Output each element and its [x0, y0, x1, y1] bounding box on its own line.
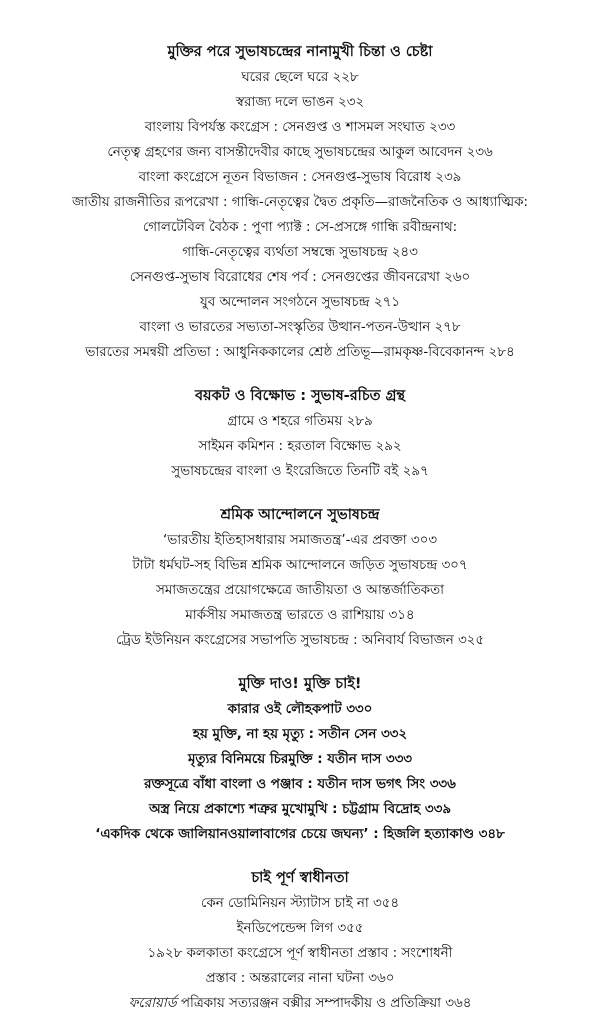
- contents-entry: ইনডিপেন্ডেন্স লিগ ৩৫৫: [236, 921, 364, 936]
- contents-entry: রক্তসূত্রে বাঁধা বাংলা ও পঞ্জাব : যতীন দাস ভগৎ সিং ৩৩৬: [144, 777, 456, 792]
- section-heading: মুক্তির পরে সুভাষচন্দ্রের নানামুখী চিন্তা ও চেষ্টা: [167, 44, 433, 60]
- contents-entry: ট্রেড ইউনিয়ন কংগ্রেসের সভাপতি সুভাষচন্দ্র : অনিবার্য বিভাজন ৩২৫: [115, 633, 485, 648]
- contents-entry: ১৯২৮ কলকাতা কংগ্রেসে পূর্ণ স্বাধীনতা প্রস্তাব : সংশোধনী: [147, 946, 453, 961]
- contents-entry: যুব অন্দোলন সংগঠনে সুভাষচন্দ্র ২৭১: [200, 295, 400, 310]
- contents-entry: সুভাষচন্দ্রের বাংলা ও ইংরেজিতে তিনটি বই ২৯৭: [171, 464, 429, 479]
- contents-entry: ‘একদিক থেকে জালিয়ানওয়ালাবাগের চেয়ে জঘন্য’ : হিজলি হত্যাকাণ্ড ৩৪৮: [95, 827, 505, 842]
- contents-entry: সমাজতন্ত্রের প্রয়োগক্ষেত্রে জাতীয়তা ও আন্তর্জাতিকতা: [156, 583, 444, 598]
- contents-entry: নেতৃত্ব গ্রহণের জন্য বাসন্তীদেবীর কাছে সুভাষচন্দ্রের আকুল আবেদন ২৩৬: [107, 145, 493, 160]
- contents-entry: বাংলা ও ভারতের সভ্যতা-সংস্কৃতির উত্থান-পতন-উত্থান ২৭৮: [139, 320, 461, 335]
- contents-entry-forward: [0, 991, 600, 1016]
- contents-entry: হয় মুক্তি, না হয় মৃত্যু : সতীন সেন ৩৩২: [192, 727, 408, 742]
- contents-entry: সাইমন কমিশন : হরতাল বিক্ষোভ ২৯২: [198, 439, 402, 454]
- contents-entry: বাংলা কংগ্রেসে নূতন বিভাজন : সেনগুপ্ত-সুভাষ বিরোধ ২৩৯: [138, 170, 462, 185]
- contents-entry: ‘ভারতীয় ইতিহাসধারায় সমাজতন্ত্র’-এর প্রবক্তা ৩০৩: [163, 533, 437, 548]
- contents-entry: গোলটেবিল বৈঠক : পুণা প্যাক্ট : সে-প্রসঙ্গে গান্ধি রবীন্দ্রনাথ:: [142, 220, 458, 235]
- contents-entry: স্বরাজ্য দলে ভাঙন ২৩২: [235, 95, 365, 110]
- contents-entry: বাংলায় বিপর্যস্ত কংগ্রেস : সেনগুপ্ত ও শাসমল সংঘাত ২৩৩: [144, 120, 456, 135]
- contents-entry: কারার ওই লৌহকপাট ৩৩০: [227, 702, 373, 717]
- section-labour: [0, 503, 600, 653]
- contents-entry: কেন ডোমিনিয়ন স্ট্যাটাস চাই না ৩৫৪: [200, 896, 400, 911]
- contents-entry: জাতীয় রাজনীতির রূপরেখা : গান্ধি-নেতৃত্বের দ্বৈত প্রকৃতি—রাজনৈতিক ও আধ্যাত্মিক:: [72, 195, 528, 210]
- contents-entry: গান্ধি-নেতৃত্বের ব্যর্থতা সম্বন্ধে সুভাষচন্দ্র ২৪৩: [182, 245, 418, 260]
- contents-entry: টাটা ধর্মঘট-সহ বিভিন্ন শ্রমিক আন্দোলনে জড়িত সুভাষচন্দ্র ৩০৭: [132, 558, 468, 573]
- entry-text: পত্রিকায় সত্যরঞ্জন বক্সীর সম্পাদকীয় ও প্রতিক্রিয়া ৩৬৪: [176, 996, 472, 1011]
- contents-entry: মৃত্যুর বিনিময়ে চিরমুক্তি : যতীন দাস ৩৩৩: [187, 752, 413, 767]
- contents-entry: সেনগুপ্ত-সুভাষ বিরোধের শেষ পর্ব : সেনগুপ্তের জীবনরেখা ২৬০: [129, 270, 471, 285]
- section-heading: মুক্তি দাও! মুক্তি চাই!: [238, 676, 362, 692]
- contents-entry: অস্ত্র নিয়ে প্রকাশ্যে শত্রুর মুখোমুখি : চট্টগ্রাম বিদ্রোহ ৩৩৯: [148, 802, 452, 817]
- contents-entry: গ্রামে ও শহরে গতিময় ২৮৯: [227, 414, 373, 429]
- section-heading: শ্রমিক আন্দোলনে সুভাষচন্দ্র: [220, 507, 380, 523]
- contents-entry: ভারতের সমন্বয়ী প্রতিভা : আধুনিককালের শ্রেষ্ঠ প্রতিভূ—রামকৃষ্ণ-বিবেকানন্দ ২৮৪: [85, 345, 515, 360]
- section-release: [0, 40, 600, 365]
- contents-entry: প্রস্তাব : অন্তরালের নানা ঘটনা ৩৬০: [205, 971, 395, 986]
- section-freedom: [0, 672, 600, 847]
- section-boycott: [0, 384, 600, 484]
- section-heading: চাই পূর্ণ স্বাধীনতা: [251, 870, 349, 886]
- contents-entry: মার্কসীয় সমাজতন্ত্র ভারতে ও রাশিয়ায় ৩১৪: [185, 608, 415, 623]
- periodical-title: ফরোয়ার্ড: [128, 996, 177, 1011]
- contents-entry: ঘরের ছেলে ঘরে ২২৮: [241, 70, 359, 85]
- section-heading: বয়কট ও বিক্ষোভ : সুভাষ-রচিত গ্রন্থ: [194, 388, 406, 404]
